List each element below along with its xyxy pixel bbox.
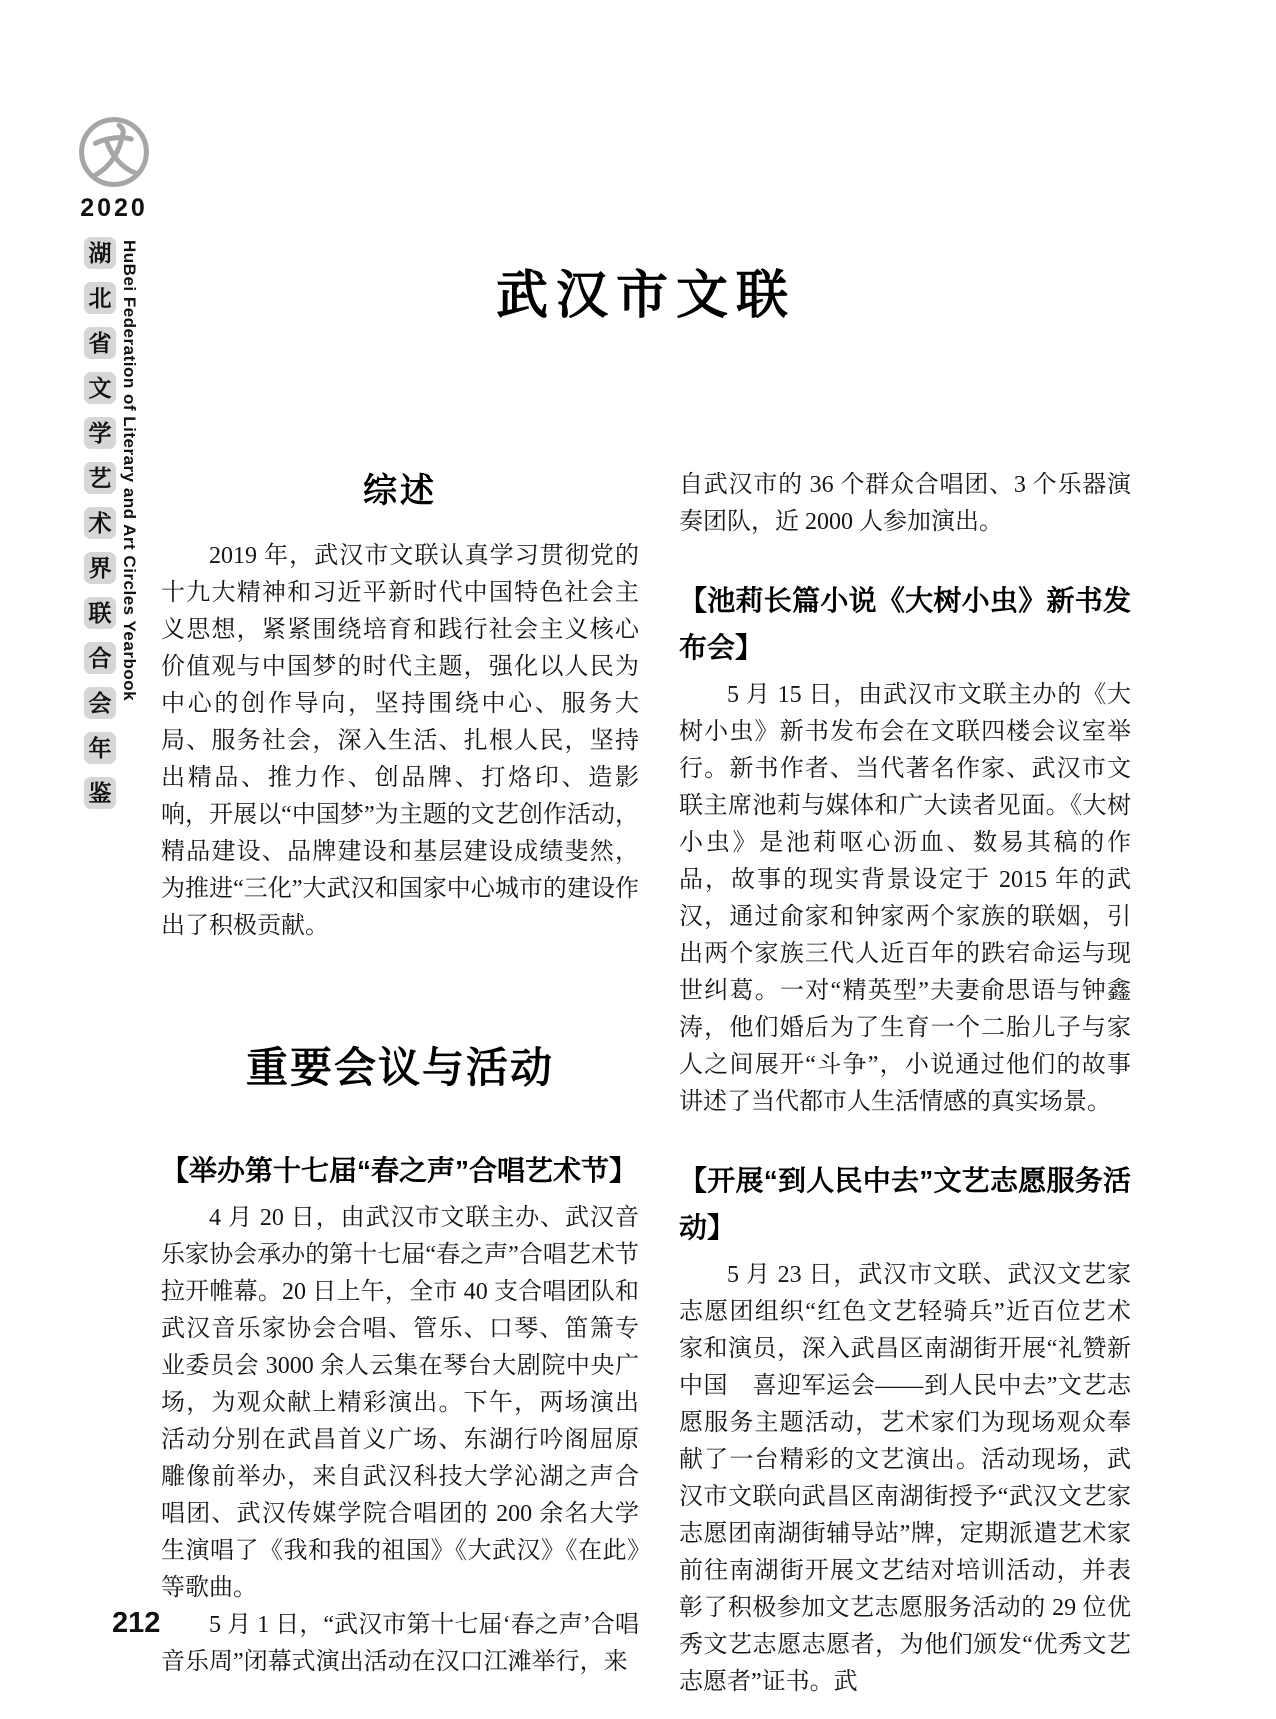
yearbook-char: 湖 (84, 237, 116, 269)
overview-paragraph: 2019 年，武汉市文联认真学习贯彻党的十九大精神和习近平新时代中国特色社会主义思想，紧紧围绕培育和践行社会主义核心价值观与中国梦的时代主题，强化以人民为中心的创作导向，坚持围绕中心、服务大局、服务社会，深入生活、扎根人民，坚持出精品、推力作、创品牌、打烙印、造影响，开展以“中国梦”为主题的文艺创作活动，精品建设、品牌建设和基层建设成绩斐然，为推进“三化”大武汉和国家中心城市的建设作出了积极贡献。 (161, 543, 639, 939)
logo-block (77, 116, 151, 223)
yearbook-char: 联 (84, 597, 116, 629)
yearbook-char: 省 (84, 327, 116, 359)
continuation-paragraph: 自武汉市的 36 个群众合唱团、3 个乐器演奏团队，近 2000 人参加演出。 (679, 472, 1131, 535)
entry-paragraph: 4 月 20 日，由武汉市文联主办、武汉音乐家协会承办的第十七届“春之声”合唱艺术节拉开帷幕。20 日上午，全市 40 支合唱团队和武汉音乐家协会合唱、管乐、口琴、笛箫专业委员会 3000 余人云集在琴台大剧院中央广场，为观众献上精彩演出。下午，两场演出活动分别在武昌首义广场、东湖行吟阁屈原雕像前举办，来自武汉科技大学沁湖之声合唱团、武汉传媒学院合唱团的 200 余名大学生演唱了《我和我的祖国》《大武汉》《在此》等歌曲。 (161, 1205, 639, 1601)
article-columns (161, 463, 1131, 1701)
cflac-logo-icon (78, 116, 150, 188)
entry-paragraph: 5 月 1 日，“武汉市第十七届‘春之声’合唱音乐周”闭幕式演出活动在汉口江滩举行，来 (161, 1612, 639, 1675)
yearbook-char: 术 (84, 507, 116, 539)
entry-heading-book-launch: 【池莉长篇小说《大树小虫》新书发布会】 (679, 585, 1131, 663)
yearbook-char: 北 (84, 282, 116, 314)
overview-heading: 综述 (363, 472, 437, 510)
yearbook-char: 界 (84, 552, 116, 584)
entry-paragraph: 5 月 15 日，由武汉市文联主办的《大树小虫》新书发布会在文联四楼会议室举行。新书作者、当代著名作家、武汉市文联主席池莉与媒体和广大读者见面。《大树小虫》是池莉呕心沥血、数易其稿的作品，故事的现实背景设定于 2015 年的武汉，通过俞家和钟家两个家族的联姻，引出两个家族三代人近百年的跌宕命运与现世纠葛。一对“精英型”夫妻俞思语与钟鑫涛，他们婚后为了生育一个二胎儿子与家人之间展开“斗争”，小说通过他们的故事讲述了当代都市人生活情感的真实场景。 (679, 682, 1131, 1115)
yearbook-char: 鉴 (84, 777, 116, 809)
entry-book-launch (679, 577, 1131, 1121)
yearbook-char: 学 (84, 417, 116, 449)
yearbook-char: 年 (84, 732, 116, 764)
yearbook-char: 会 (84, 687, 116, 719)
year-label: 2020 (80, 194, 148, 222)
page-number: 212 (112, 1607, 161, 1639)
events-heading: 重要会议与活动 (245, 1044, 554, 1091)
yearbook-char: 艺 (84, 462, 116, 494)
entry-volunteer-service (679, 1157, 1131, 1701)
page-title: 武汉市文联 (495, 267, 796, 325)
column-left (161, 463, 639, 1701)
yearbook-title-vertical (84, 237, 116, 822)
entry-heading-volunteer-service: 【开展“到人民中去”文艺志愿服务活动】 (679, 1165, 1131, 1243)
yearbook-char: 文 (84, 372, 116, 404)
yearbook-char: 合 (84, 642, 116, 674)
yearbook-title-english: HuBei Federation of Literary and Art Circles Yearbook (120, 240, 139, 702)
column-right (679, 463, 1131, 1701)
entry-heading-chorus-festival: 【举办第十七届“春之声”合唱艺术节】 (161, 1155, 638, 1186)
entry-paragraph: 5 月 23 日，武汉市文联、武汉文艺家志愿团组织“红色文艺轻骑兵”近百位艺术家和演员，深入武昌区南湖街开展“礼赞新中国 喜迎军运会——到人民中去”文艺志愿服务主题活动，艺术家们为现场观众奉献了一台精彩的文艺演出。活动现场，武汉市文联向武昌区南湖街授予“武汉文艺家志愿团南湖街辅导站”牌，定期派遣艺术家前往南湖街开展文艺结对培训活动，并表彰了积极参加文艺志愿服务活动的 29 位优秀文艺志愿志愿者，为他们颁发“优秀文艺志愿者”证书。武 (679, 1262, 1131, 1695)
